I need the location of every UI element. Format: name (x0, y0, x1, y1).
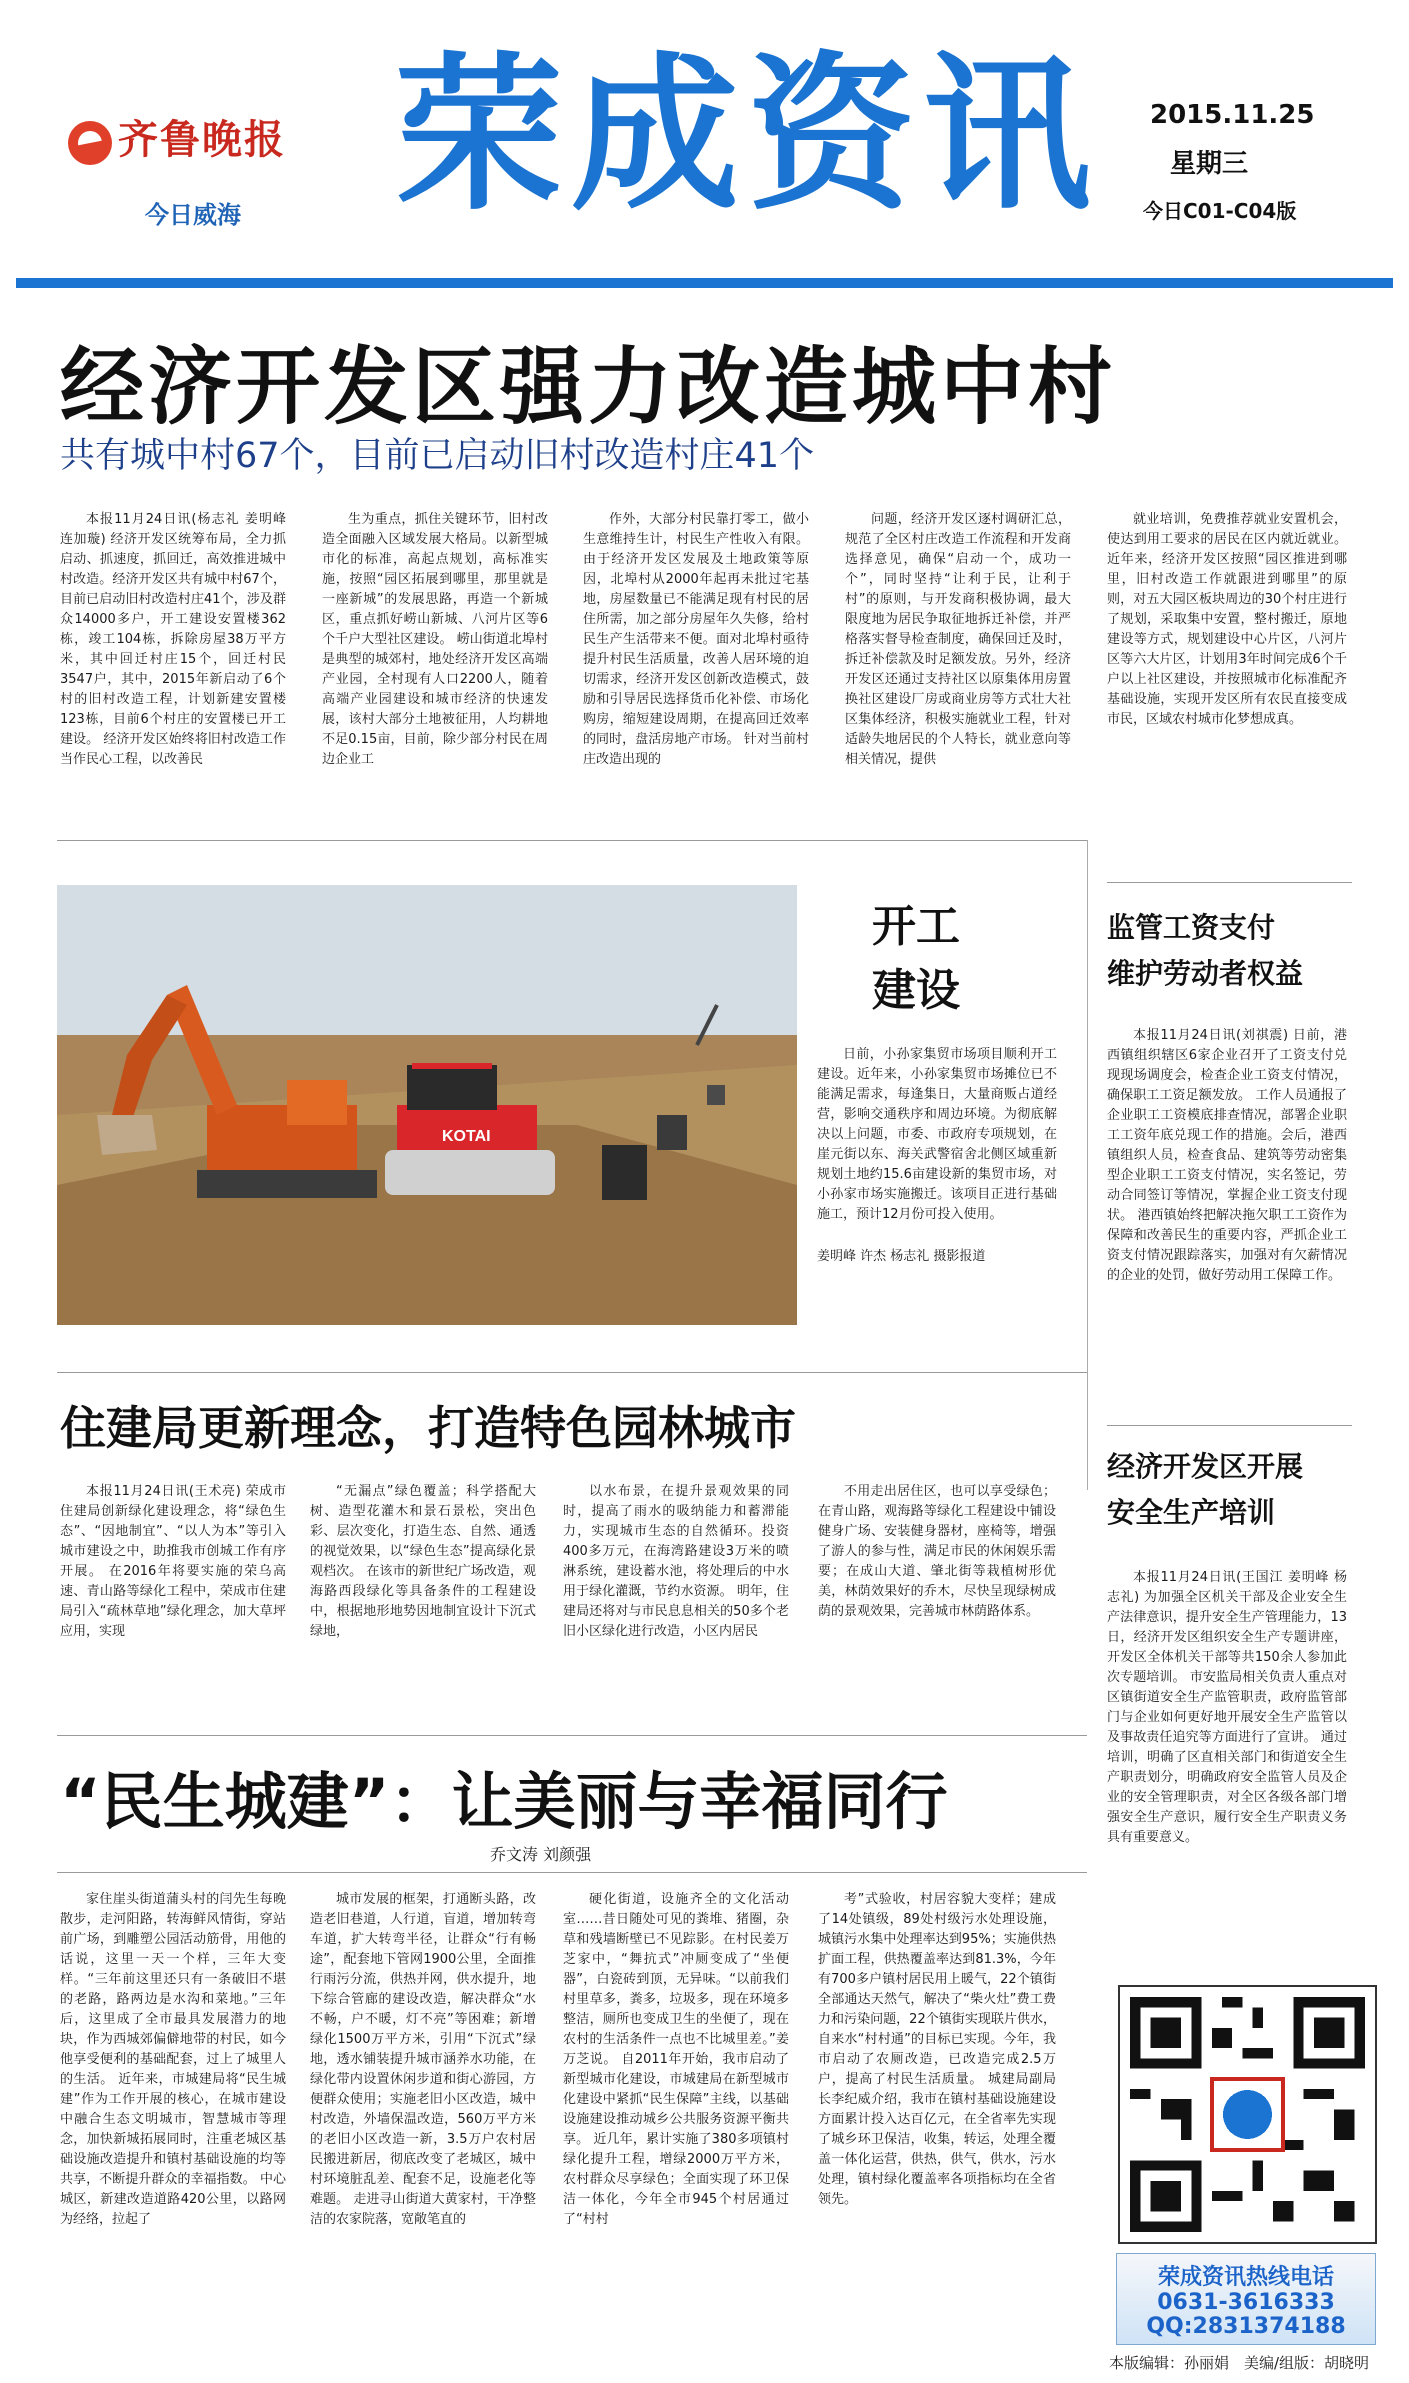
lead-subheadline: 共有城中村67个，目前已启动旧村改造村庄41个 (60, 436, 815, 476)
photo-story-body: 日前，小孙家集贸市场项目顺利开工建设。近年来，小孙家集贸市场摊位已不能满足需求，每逢集日，大量商贩占道经营，影响交通秩序和周边环境。为彻底解决以上问题，市委、市政府专项规划，在崖元街以东、海关武警宿舍北侧区域重新规划土地约15.6亩建设新的集贸市场，对小孙家市场实施搬迁。该项目正进行基础施工，预计12月份可投入使用。 (817, 1047, 1057, 1222)
lead-headline: 经济开发区强力改造城中村 (60, 338, 1117, 436)
livelihood-byline-rule (57, 1872, 1087, 1873)
photo-story-title-line-1: 开工 (872, 901, 960, 952)
lead-divider (57, 840, 1087, 841)
roller-brand-label: KOTAI (442, 1128, 491, 1145)
photo-story-title (872, 895, 960, 1023)
safety-title (1107, 1444, 1303, 1536)
issue-pages: 今日C01-C04版 (1143, 199, 1297, 223)
livelihood-column-4: 考”式验收，村居容貌大变样；建成了14处镇级，89处村级污水处理设施，城镇污水集中处理率达到95%；实施供热扩面工程，供热覆盖率达到81.3%，今年有700多户镇村居民用上暖气，22个镇街全部通达天然气，解决了“柴火灶”费工费力和污染问题，22个镇街实现联片供水，自来水“村村通”的目标已实现。今年，我市启动了农厕改造，已改造完成2.5万户，提高了村民生活质量。 城建局副局长李纪威介绍，我市在镇村基础设施建设方面累计投入达百亿元，在全省率先实现了城乡环卫保洁，收集，转运，处理全覆盖一体化运营，供热，供气，供水，污水处理，镇村绿化覆盖率各项指标均在全省领先。 (818, 1892, 1056, 2207)
photo-story-title-line-2: 建设 (872, 965, 960, 1016)
construction-scene (57, 885, 797, 1325)
lead-column-1: 本报11月24日讯(杨志礼 姜明峰 连加璇) 经济开发区统筹布局，全力抓启动、抓速度，抓回迁，高效推进城中村改造。经济开发区共有城中村67个，目前已启动旧村改造村庄41个，涉及群众14000多户，开工建设安置楼362栋，竣工104栋，拆除房屋38万平方米，其中回迁村庄15个，回迁村民3547户，其中，2015年新启动了6个村的旧村改造工程，计划新建安置楼123栋，目前6个村庄的安置楼已开工建设。 经济开发区始终将旧村改造工作当作民心工程，以改善民 (60, 512, 286, 767)
livelihood-headline: “民生城建”：让美丽与幸福同行 (60, 1765, 948, 1838)
hotline-qq[interactable]: QQ:2831374188 (1146, 2314, 1346, 2339)
work-box-shape (602, 1145, 647, 1200)
lead-column-4: 问题，经济开发区逐村调研汇总，规范了全区村庄改造工作流程和开发商选择意见，确保“启动一个，成功一个”，同时坚持“让利于民，让利于村”的原则，与开发商积极协调，最大限度地为居民争取征地拆迁补偿，并严格落实督导检查制度，确保回迁及时，拆迁补偿款及时足额发放。另外，经济开发区还通过支持社区以原集体用房置换社区建设厂房或商业房等方式壮大社区集体经济，积极实施就业工程，针对适龄失地居民的个人特长，就业意向等相关情况，提供 (845, 512, 1071, 767)
lead-column-2: 生为重点，抓住关键环节，旧村改造全面融入区域发展大格局。以新型城市化的标准，高起点规划，高标准实施，按照“园区拓展到哪里，那里就是一座新城”的发展思路，再造一个新城区，重点抓好崂山新城、八河片区等6个千户大型社区建设。 崂山街道北埠村是典型的城郊村，地处经济开发区高端产业园，全村现有人口2200人，随着高端产业园建设和城市经济的快速发展，该村大部分土地被征用，人均耕地不足0.15亩，目前，除少部分村民在周边企业工 (322, 512, 548, 767)
garden-column-2: “无漏点”绿色覆盖；科学搭配大树、造型花灌木和景石景松，突出色彩、层次变化，打造生态、自然、通透的视觉效果，以“绿色生态”提高绿化景观档次。 在该市的新世纪广场改造，观海路西段绿化等具备条件的工程建设中，根据地形地势因地制宜设计下沉式绿地， (310, 1484, 536, 1639)
wage-title-line-2: 维护劳动者权益 (1107, 957, 1304, 990)
garden-column-4: 不用走出居住区，也可以享受绿色；在青山路，观海路等绿化工程建设中铺设健身广场、安装健身器材，座椅等，增强了游人的参与性，满足市民的休闲娱乐需要；在成山大道、肇北街等栽植树形优美，林荫效果好的乔木，尽快呈现绿树成荫的景观效果，完善城市林荫路体系。 (818, 1484, 1056, 1619)
lead-column-3: 作外，大部分村民靠打零工，做小生意维持生计，村民生产性收入有限。由于经济开发区发展及土地政策等原因，北埠村从2000年起再未批过宅基地，房屋数量已不能满足现有村民的居住所需，加之部分房屋年久失修，给村民生产生活带来不便。面对北埠村亟待提升村民生活质量，改善人居环境的迫切需求，经济开发区创新改造模式，鼓励和引导居民选择货币化补偿、市场化购房，缩短建设周期，在提高回迁效率的同时，盘活房地产市场。 针对当前村庄改造出现的 (583, 512, 809, 767)
section-label: 今日威海 (145, 201, 241, 229)
issue-date: 2015.11.25 (1150, 100, 1315, 130)
safety-top-rule (1107, 1425, 1352, 1426)
wage-title (1107, 905, 1303, 997)
livelihood-column-3: 硬化街道，设施齐全的文化活动室……昔日随处可见的粪堆、猪圈，杂草和残墙断壁已不见踪影。在村民姜万芝家中，“舞抗式”冲厕变成了“坐便器”，白瓷砖到顶，无异味。“以前我们村里草多，粪多，垃圾多，现在环境多整洁，厕所也变成卫生的坐便了，现在农村的生活条件一点也不比城里差。”姜万芝说。 自2011年开始，我市启动了新型城市化建设，市城建局在新型城市化建设中紧抓“民生保障”主线，以基础设施建设推动城乡公共服务资源平衡共享。 近几年，累计实施了380多项镇村绿化提升工程，增绿2000万平方米，农村群众尽享绿色；全面实现了环卫保洁一体化，今年全市945个村居通过了“村村 (563, 1892, 789, 2227)
wage-body: 本报11月24日讯(刘祺震) 日前，港西镇组织辖区6家企业召开了工资支付兑现现场调度会，检查企业工资支付情况，确保职工工资足额发放。 工作人员通报了企业职工工资模底排查情况，部署企业职工工资年底兑现工作的措施。会后，港西镇组织人员，检查食品、建筑等劳动密集型企业职工工资支付情况，实名签记，劳动合同签订等情况，掌握企业工资支付现状。 港西镇始终把解决拖欠职工工资作为保障和改善民生的重要内容，严抓企业工资支付情况跟踪落实，加强对有欠薪情况的企业的处罚，做好劳动用工保障工作。 (1107, 1028, 1347, 1283)
hotline-phone[interactable]: 0631-3616333 (1157, 2290, 1335, 2315)
livelihood-byline: 乔文涛 刘颜强 (490, 1845, 592, 1864)
livelihood-column-2: 城市发展的框架，打通断头路，改造老旧巷道，人行道，盲道，增加转弯车道，扩大转弯半径，让群众“行有畅途”，配套地下管网1900公里，全面推行雨污分流，供热并网，供水提升，地下综合管廊的建设改造，解决群众“水不畅，户不暖，灯不亮”等困难；新增绿化1500万平方米，引用“下沉式”绿地，透水铺装提升城市涵养水功能，在绿化带内设置休闲步道和街心游园，方便群众使用；实施老旧小区改造，城中村改造，外墙保温改造，560万平方米的老旧小区改造一新，3.5万户农村居民搬进新居，彻底改变了老城区，城中村环境脏乱差、配套不足，设施老化等难题。 走进寻山街道大黄家村，干净整洁的农家院落，宽敞笔直的 (310, 1892, 536, 2227)
logo-mark-icon (68, 121, 112, 165)
garden-column-3: 以水布景，在提升景观效果的同时，提高了雨水的吸纳能力和蓄滞能力，实现城市生态的自然循环。投资400多万元，在海湾路建设3万米的喷淋系统，建设蓄水池，将处理后的中水用于绿化灌溉，节约水资源。 明年，住建局还将对与市民息息相关的50多个老旧小区绿化进行改造，小区内居民 (563, 1484, 789, 1639)
qr-code[interactable] (1118, 1985, 1377, 2244)
issue-weekday: 星期三 (1170, 149, 1249, 179)
construction-photo (57, 885, 797, 1325)
hotline-box (1116, 2253, 1376, 2345)
safety-title-line-1: 经济开发区开展 (1107, 1450, 1304, 1483)
header-rule (16, 278, 1393, 288)
livelihood-column-1: 家住崖头街道蒲头村的闫先生每晚散步，走河阳路，转海鲜风情街，穿站前广场，到雕塑公园活动筋骨，用他的话说，这里一天一个样，三年大变样。“三年前这里还只有一条破旧不堪的老路，路两边是水沟和菜地。”三年后，这里成了全市最具发展潜力的地块，作为西城郊偏僻地带的村民，如今他享受便利的基础配套，过上了城里人的生活。 近年来，市城建局将“民生城建”作为工作开展的核心，在城市建设中融合生态文明城市，智慧城市等理念，加快新城拓展同时，注重老城区基础设施改造提升和镇村基础设施的均等共享，不断提升群众的幸福指数。 中心城区，新建改造道路420公里，以路网为经络，拉起了 (60, 1892, 286, 2227)
garden-headline: 住建局更新理念，打造特色园林城市 (60, 1401, 796, 1455)
lead-column-5: 就业培训，免费推荐就业安置机会，使达到用工要求的居民在区内就近就业。 近年来，经济开发区按照“园区推进到哪里，旧村改造工作就跟进到哪里”的原则，对五大园区板块周边的30个村庄进行了规划，采取集中安置，整村搬迁，原地建设等方式，规划建设中心片区，八河片区等六大片区，计划用3年时间完成6个千户以上社区建设，并按照城市化标准配齐基础设施，实现开发区所有农民直接变成市民，区域农村城市化梦想成真。 (1107, 512, 1347, 727)
livelihood-top-rule (57, 1735, 1087, 1736)
masthead-title: 荣成资讯 (395, 37, 1099, 233)
work-box-shape (657, 1115, 687, 1150)
photo-story-credit: 姜明峰 许杰 杨志礼 摄影报道 (817, 1249, 986, 1264)
paper-name: 齐鲁晚报 (118, 116, 286, 163)
paper-logo (68, 108, 286, 165)
safety-title-line-2: 安全生产培训 (1107, 1496, 1276, 1529)
page-footer-editors: 本版编辑：孙丽娟 美编/组版：胡晓明 (1108, 2354, 1369, 2372)
garden-column-1: 本报11月24日讯(王术亮) 荣成市住建局创新绿化建设理念，将“绿色生态”、“因地制宜”、“以人为本”等引入城市建设之中，助推我市创城工作有序开展。 在2016年将要实施的荣乌高速、青山路等绿化工程中，荣成市住建局引入“疏林草地”绿化理念，加大草坪应用，实现 (60, 1484, 286, 1639)
hotline-title: 荣成资讯热线电话 (1157, 2265, 1334, 2290)
wage-title-line-1: 监管工资支付 (1107, 911, 1276, 944)
right-column-divider (1087, 840, 1088, 1490)
wage-top-rule (1107, 882, 1352, 883)
garden-top-rule (57, 1372, 1087, 1373)
qr-code-pattern (1120, 1987, 1375, 2242)
work-box-shape (707, 1085, 725, 1105)
safety-body: 本报11月24日讯(王国江 姜明峰 杨志礼) 为加强全区机关干部及企业安全生产法律意识，提升安全生产管理能力，13日，经济开发区组织安全生产专题讲座，开发区全体机关干部等共150余人参加此次专题培训。 市安监局相关负责人重点对区镇街道安全生产监管职责，政府监管部门与企业如何更好地开展安全生产监管以及事故责任追究等方面进行了宣讲。 通过培训，明确了区直相关部门和街道安全生产职责划分，明确政府安全监管人员及企业的安全管理职责，对全区各级各部门增强安全生产意识，履行安全生产职责义务具有重要意义。 (1107, 1570, 1347, 1845)
